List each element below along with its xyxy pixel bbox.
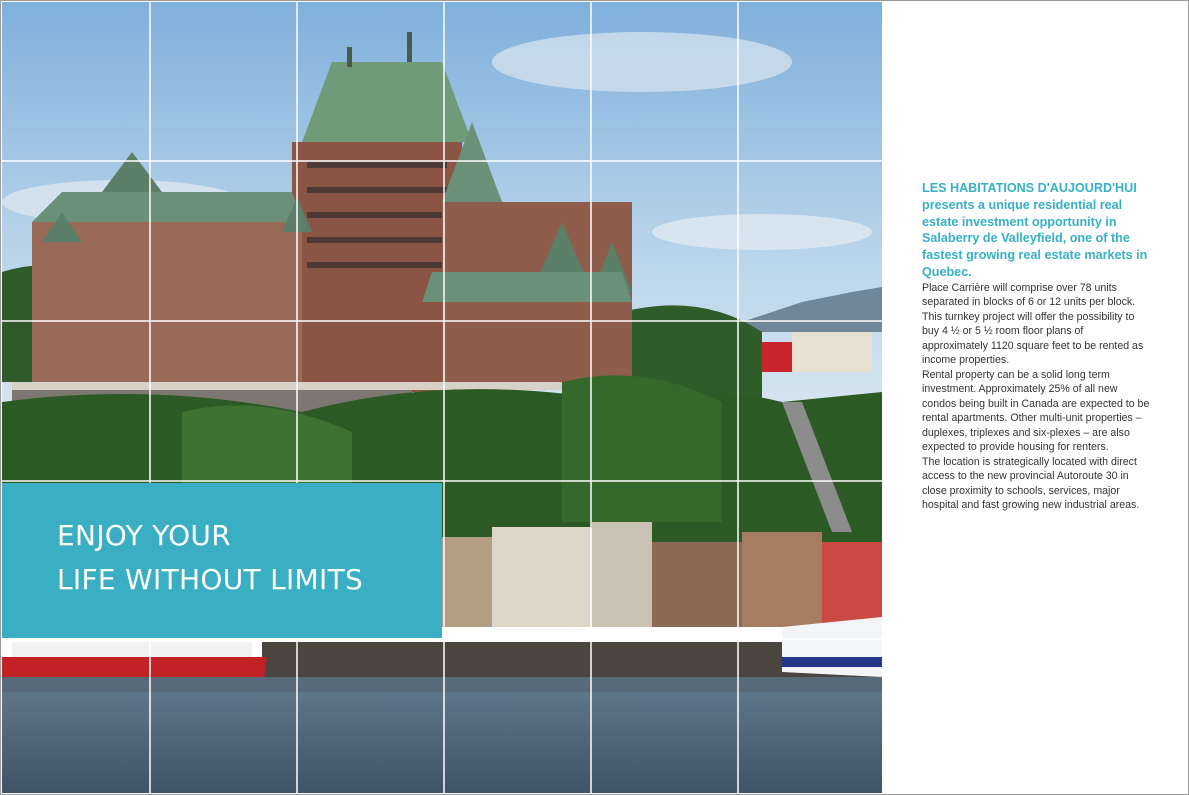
grid-line: [737, 2, 739, 793]
grid-line: [590, 2, 592, 793]
paragraph-location: The location is strategically located with direct access to the new provincial Autoroute 30 in close proximity to schools, services, major hospital and fast growing new industrial areas.: [922, 455, 1140, 512]
paragraph-units: Place Carrière will comprise over 78 units separated in blocks of 6 or 12 units per block.: [922, 281, 1136, 309]
description-column: [922, 180, 1152, 513]
chateau-photo: [2, 2, 882, 793]
chateau-photo-illustration: [2, 2, 882, 793]
grid-line: [296, 2, 298, 793]
grid-line: [149, 2, 151, 793]
paragraph-rental: Rental property can be a solid long term investment. Approximately 25% of all new condos being built in Canada are expected to be rental apartments. Other multi-unit properties – duplexes, triplexes and six-plexes – are also expected to provide housing for renters.: [922, 368, 1150, 454]
paragraph-floor-plans: This turnkey project will offer the possibility to buy 4 ½ or 5 ½ room floor plans of approximately 1120 square feet to be rented as income properties.: [922, 310, 1144, 367]
slogan-line-2: LIFE WITHOUT LIMITS: [57, 563, 364, 596]
grid-line: [2, 480, 882, 482]
grid-line: [2, 320, 882, 322]
slogan-line-1: ENJOY YOUR: [57, 519, 231, 552]
grid-line: [443, 2, 445, 793]
slogan-banner: [2, 483, 442, 638]
headline: LES HABITATIONS D'AUJOURD'HUI presents a unique residential real estate investment opportunity in Salaberry de Valleyfield, one of the fastest growing real estate markets in Quebec.: [922, 181, 1148, 279]
grid-line: [2, 638, 882, 640]
grid-line: [2, 160, 882, 162]
